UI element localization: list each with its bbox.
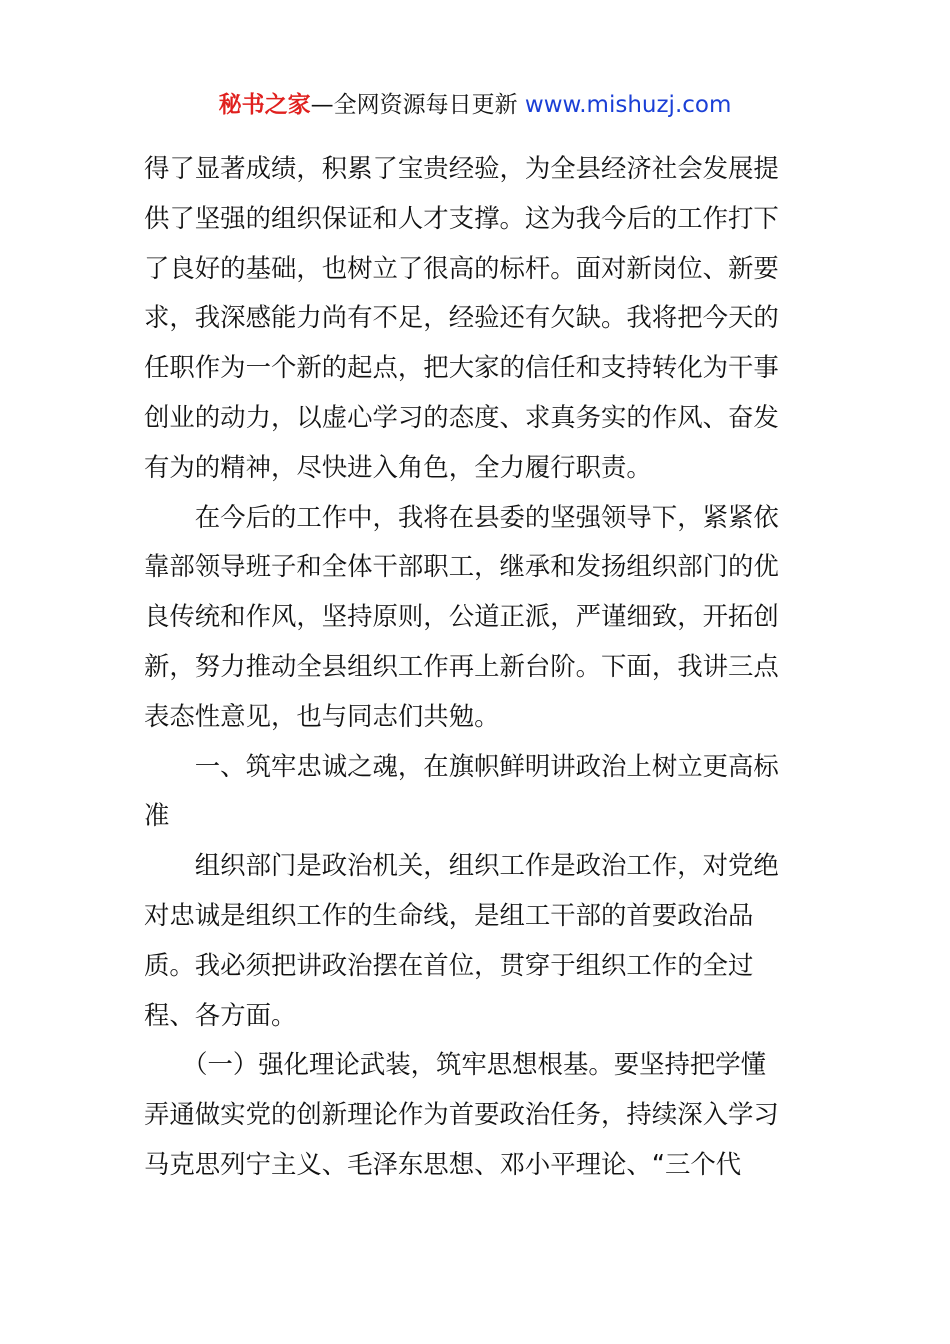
section-heading-line: 准 <box>144 800 170 831</box>
text-line: 质。我必须把讲政治摆在首位，贯穿于组织工作的全过 <box>144 949 754 980</box>
text-line: 程、各方面。 <box>144 999 297 1030</box>
document-body <box>144 144 806 1190</box>
brand-name: 秘书之家 <box>218 92 311 118</box>
text-line: 任职作为一个新的起点，把大家的信任和支持转化为干事 <box>144 352 779 383</box>
text-line: 创业的动力，以虚心学习的态度、求真务实的作风、奋发 <box>144 401 779 432</box>
text-line: 组织部门是政治机关，组织工作是政治工作，对党绝 <box>144 850 779 881</box>
text-line: 良传统和作风，坚持原则，公道正派，严谨细致，开拓创 <box>144 601 779 632</box>
text-line: 弄通做实党的创新理论作为首要政治任务，持续深入学习 <box>144 1099 779 1130</box>
section-heading-line: 一、筑牢忠诚之魂，在旗帜鲜明讲政治上树立更高标 <box>144 750 779 781</box>
text-line: 有为的精神，尽快进入角色，全力履行职责。 <box>144 451 652 482</box>
text-line: 了良好的基础，也树立了很高的标杆。面对新岗位、新要 <box>144 252 779 283</box>
text-line: 得了显著成绩，积累了宝贵经验，为全县经济社会发展提 <box>144 153 779 183</box>
text-line: 马克思列宁主义、毛泽东思想、邓小平理论、“三个代 <box>144 1148 742 1179</box>
text-line: 在今后的工作中，我将在县委的坚强领导下，紧紧依 <box>144 501 779 532</box>
text-line: 表态性意见，也与同志们共勉。 <box>144 700 500 731</box>
page-header <box>0 88 950 122</box>
text-line: （一）强化理论武装，筑牢思想根基。要坚持把学懂 <box>144 1049 767 1080</box>
text-line: 靠部领导班子和全体干部职工，继承和发扬组织部门的优 <box>144 551 779 582</box>
header-tagline: —全网资源每日更新 <box>310 92 525 118</box>
text-line: 对忠诚是组织工作的生命线，是组工干部的首要政治品 <box>144 899 754 930</box>
text-line: 供了坚强的组织保证和人才支撑。这为我今后的工作打下 <box>144 202 779 233</box>
text-line: 求，我深感能力尚有不足，经验还有欠缺。我将把今天的 <box>144 302 779 333</box>
site-url[interactable]: www.mishuzj.com <box>524 92 732 118</box>
text-line: 新，努力推动全县组织工作再上新台阶。下面，我讲三点 <box>144 650 779 681</box>
